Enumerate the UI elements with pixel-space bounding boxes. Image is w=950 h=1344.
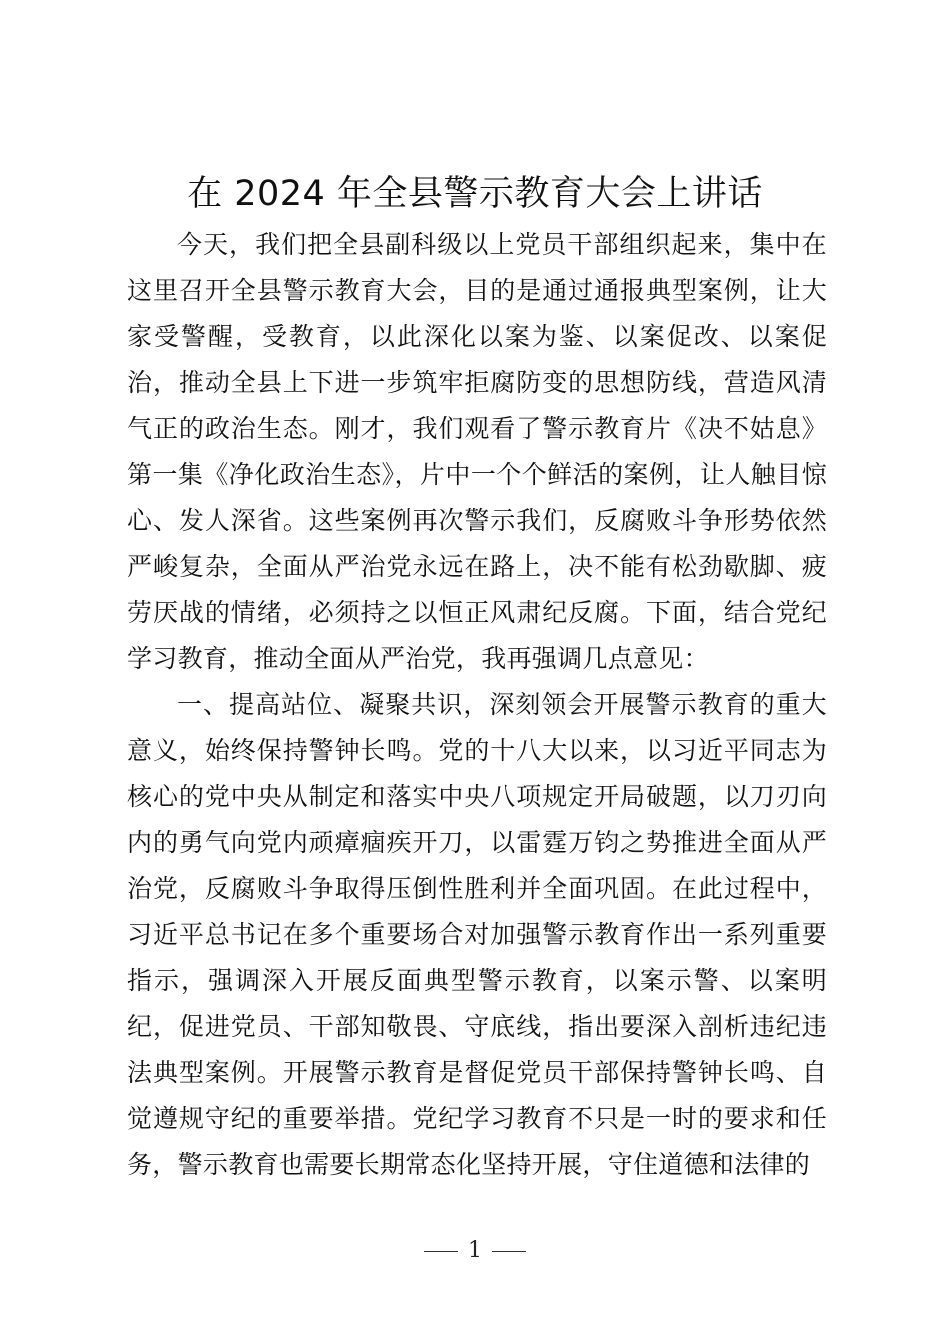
footer-left-dash — [424, 1251, 458, 1252]
document-body — [127, 222, 827, 1188]
document-title: 在 2024 年全县警示教育大会上讲话 — [187, 174, 763, 214]
paragraph-intro: 今天，我们把全县副科级以上党员干部组织起来，集中在这里召开全县警示教育大会，目的是通过通报典型案例，让大家受警醒，受教育，以此深化以案为鉴、以案促改、以案促治，推动全县上下进一步筑牢拒腐防变的思想防线，营造风清气正的政治生态。刚才，我们观看了警示教育片《决不姑息》第一集《净化政治生态》，片中一个个鲜活的案例，让人触目惊心、发人深省。这些案例再次警示我们，反腐败斗争形势依然严峻复杂，全面从严治党永远在路上，决不能有松劲歇脚、疲劳厌战的情绪，必须持之以恒正风肃纪反腐。下面，结合党纪学习教育，推动全面从严治党，我再强调几点意见： — [127, 230, 827, 673]
page-footer — [0, 1236, 950, 1266]
paragraph-section-one: 一、提高站位、凝聚共识，深刻领会开展警示教育的重大意义，始终保持警钟长鸣。党的十八大以来，以习近平同志为核心的党中央从制定和落实中央八项规定开局破题，以刀刃向内的勇气向党内顽瘴痼疾开刀，以雷霆万钧之势推进全面从严治党，反腐败斗争取得压倒性胜利并全面巩固。在此过程中，习近平总书记在多个重要场合对加强警示教育作出一系列重要指示，强调深入开展反面典型警示教育，以案示警、以案明纪，促进党员、干部知敬畏、守底线，指出要深入剖析违纪违法典型案例。开展警示教育是督促党员干部保持警钟长鸣、自觉遵规守纪的重要举措。党纪学习教育不只是一时的要求和任务，警示教育也需要长期常态化坚持开展，守住道德和法律的 — [127, 690, 827, 1179]
footer-right-dash — [492, 1251, 526, 1252]
page-number: 1 — [468, 1238, 482, 1263]
